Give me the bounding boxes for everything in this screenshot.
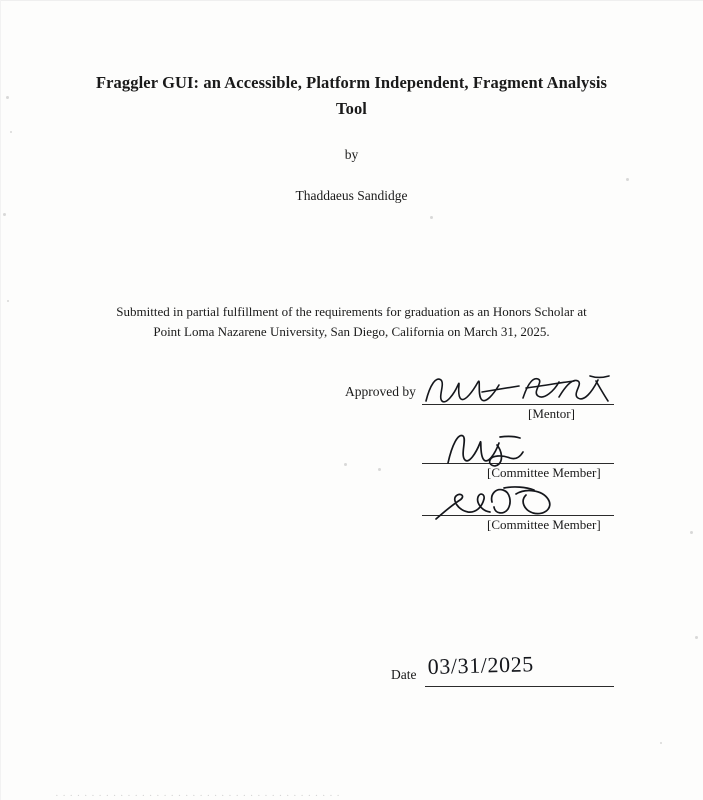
signature-line-committee-2 (422, 515, 614, 516)
signature-row-mentor (0, 372, 703, 424)
author-name: Thaddaeus Sandidge (295, 188, 408, 204)
date-label: Date (391, 667, 417, 682)
mentor-role-label: [Mentor] (528, 406, 575, 421)
submission-line-1: Submitted in partial fulfillment of the requirements for graduation as an Honors Scholar at (116, 304, 587, 319)
scan-speckle (695, 636, 698, 639)
approved-by-label: Approved by (345, 384, 416, 399)
signature-row-committee-1 (0, 424, 703, 480)
scan-speckle (660, 742, 662, 744)
committee-role-label-1: [Committee Member] (487, 465, 601, 480)
date-line (425, 686, 614, 687)
signature-row-committee-2 (0, 480, 703, 536)
signature-line-mentor (422, 404, 614, 405)
scan-speckle (3, 213, 6, 216)
page-title: Fraggler GUI: an Accessible, Platform Independent, Fragment Analysis Tool (95, 73, 608, 118)
title-block (0, 70, 703, 204)
committee-role-label-2: [Committee Member] (487, 517, 601, 532)
bottom-artifact-text: · · · · · · · · · · · · · · · · · · · · · · · · · · · · · · · · · · · · · · · · (55, 790, 341, 798)
submission-line-2: Point Loma Nazarene University, San Diego, California on March 31, 2025. (153, 323, 550, 339)
scan-speckle (430, 216, 433, 219)
date-value: 03/31/2025 (427, 651, 535, 680)
scan-edge-mark (0, 0, 703, 1)
by-label: by (344, 147, 359, 163)
signature-area (0, 372, 703, 536)
submission-statement (0, 302, 703, 341)
date-row (0, 651, 703, 695)
bottom-scan-artifact (55, 790, 658, 798)
signature-line-committee-1 (422, 463, 614, 464)
